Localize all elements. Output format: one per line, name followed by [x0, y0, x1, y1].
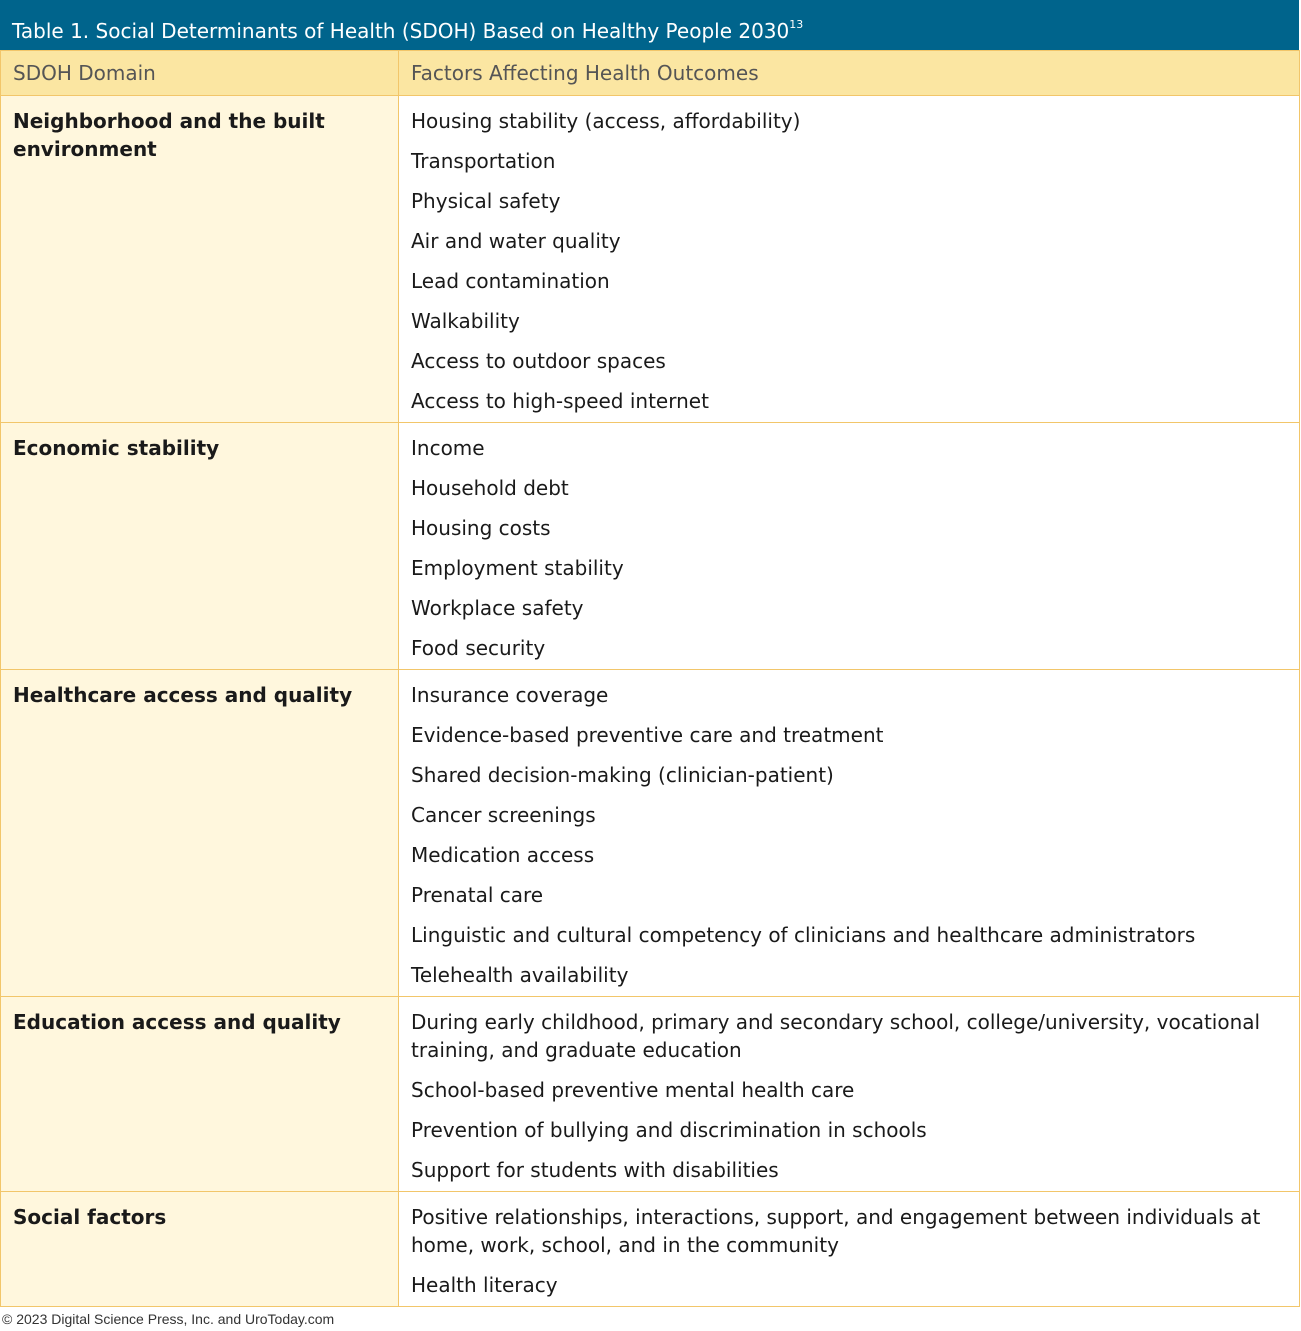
factor-item: Support for students with disabilities	[411, 1158, 779, 1182]
table-header-row	[1, 51, 1300, 96]
table-row	[1, 1192, 1300, 1307]
column-header-domain: SDOH Domain	[1, 51, 399, 96]
factor-item: Evidence-based preventive care and treatment	[411, 723, 884, 747]
factors-cell	[399, 1192, 1300, 1307]
factor-item: Linguistic and cultural competency of clinicians and healthcare administrators	[411, 923, 1196, 947]
factor-item: School-based preventive mental health care	[411, 1078, 855, 1102]
copyright-notice: © 2023 Digital Science Press, Inc. and UroToday.com	[2, 1311, 335, 1327]
table-title-bar	[0, 0, 1299, 50]
factor-item: Access to high-speed internet	[411, 389, 709, 413]
factor-item: Employment stability	[411, 556, 624, 580]
factor-item: Insurance coverage	[411, 683, 609, 707]
table-row	[1, 96, 1300, 423]
domain-cell: Social factors	[1, 1192, 399, 1307]
factor-item: Housing costs	[411, 516, 551, 540]
factor-item: Health literacy	[411, 1273, 558, 1297]
factor-item: Positive relationships, interactions, support, and engagement between individuals at home, work, school, and in the community	[411, 1205, 1261, 1257]
factor-item: Medication access	[411, 843, 595, 867]
factor-item: Household debt	[411, 476, 569, 500]
table-row	[1, 670, 1300, 997]
factor-item: Access to outdoor spaces	[411, 349, 666, 373]
factors-cell	[399, 423, 1300, 670]
table-title: Table 1. Social Determinants of Health (SDOH) Based on Healthy People 2030	[12, 19, 790, 43]
sdoh-table	[0, 50, 1300, 1307]
title-reference-superscript: 13	[789, 18, 804, 31]
factor-item: Prenatal care	[411, 883, 544, 907]
factors-cell	[399, 96, 1300, 423]
domain-cell: Education access and quality	[1, 997, 399, 1192]
factor-item: Air and water quality	[411, 229, 621, 253]
factor-item: Cancer screenings	[411, 803, 596, 827]
factor-item: Food security	[411, 636, 546, 660]
factor-item: Telehealth availability	[411, 963, 629, 987]
domain-cell: Economic stability	[1, 423, 399, 670]
factor-item: Transportation	[411, 149, 556, 173]
factor-item: Lead contamination	[411, 269, 610, 293]
table-row	[1, 997, 1300, 1192]
factor-item: Physical safety	[411, 189, 561, 213]
table-row	[1, 423, 1300, 670]
factor-item: Housing stability (access, affordability)	[411, 109, 801, 133]
table-body	[1, 96, 1300, 1307]
factors-cell	[399, 997, 1300, 1192]
factor-item: During early childhood, primary and secondary school, college/university, vocational training, and graduate education	[411, 1010, 1261, 1062]
factor-item: Walkability	[411, 309, 520, 333]
domain-cell: Neighborhood and the built environment	[1, 96, 399, 423]
factor-item: Income	[411, 436, 485, 460]
domain-cell: Healthcare access and quality	[1, 670, 399, 997]
factor-item: Shared decision-making (clinician-patient)	[411, 763, 834, 787]
factors-cell	[399, 670, 1300, 997]
factor-item: Prevention of bullying and discrimination in schools	[411, 1118, 927, 1142]
factor-item: Workplace safety	[411, 596, 584, 620]
column-header-factors: Factors Affecting Health Outcomes	[399, 51, 1300, 96]
